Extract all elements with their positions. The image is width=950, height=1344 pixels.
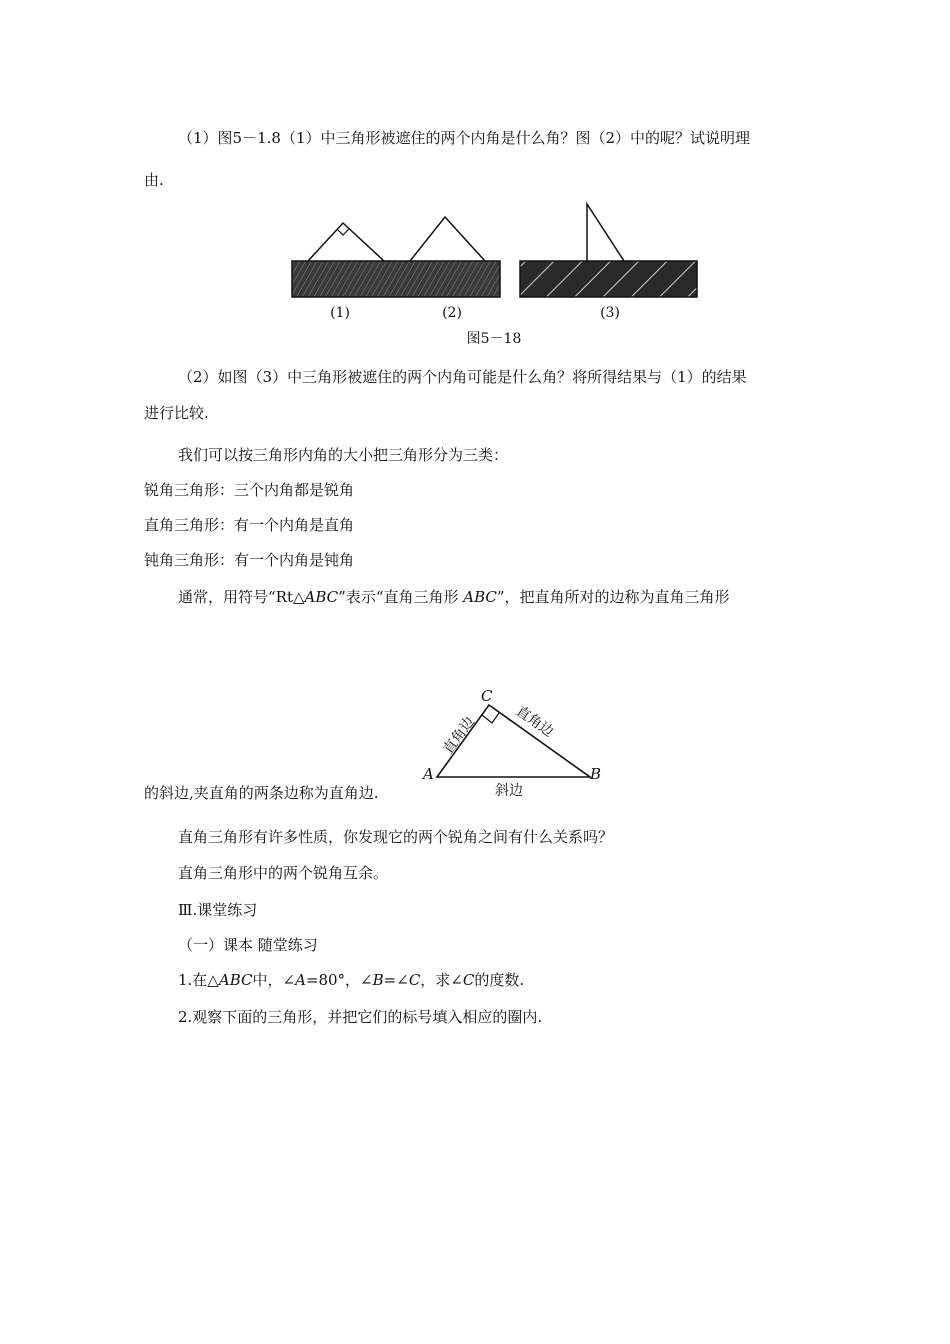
practice-subheading: （一）课本 随堂练习	[178, 936, 318, 954]
figure-5-18	[280, 195, 710, 355]
figure-label-3: (3)	[600, 305, 620, 321]
figure-caption: 图5－18	[466, 331, 522, 347]
acute-triangle-definition: 锐角三角形：三个内角都是锐角	[144, 481, 355, 499]
question-2-line-2: 进行比较.	[144, 404, 209, 422]
item-1-abc: ABC	[218, 971, 253, 989]
item-1-b: B	[372, 971, 384, 989]
question-1-line-2: 由.	[144, 171, 164, 189]
cover-bar-left	[292, 261, 500, 297]
triangle-1	[308, 223, 384, 261]
notation-post: ”，把直角所对的边称为直角三角形	[496, 588, 730, 606]
practice-item-1	[178, 970, 524, 990]
right-triangle-definition: 直角三角形：有一个内角是直角	[144, 516, 355, 534]
item-1-pre: 1.在△	[178, 971, 219, 989]
leg-right-label: 直角边	[512, 703, 557, 741]
notation-line-2: 的斜边,夹直角的两条边称为直角边.	[144, 784, 379, 802]
cover-bar-right	[520, 261, 697, 297]
notation-line-1	[178, 587, 730, 607]
classification-intro: 我们可以按三角形内角的大小把三角形分为三类：	[178, 446, 509, 464]
hypotenuse-label: 斜边	[495, 783, 523, 799]
item-1-mid-2: =80°，∠	[305, 971, 373, 989]
triangle-3	[587, 204, 624, 261]
question-1-line-1: （1）图5－1.8（1）中三角形被遮住的两个内角是什么角？图（2）中的呢？试说明理	[178, 129, 751, 147]
vertex-a-label: A	[423, 765, 434, 783]
question-2-line-1: （2）如图（3）中三角形被遮住的两个内角可能是什么角？将所得结果与（1）的结果	[178, 368, 747, 386]
leg-left-label: 直角边	[440, 713, 478, 758]
figure-label-1: (1)	[330, 305, 350, 321]
item-1-mid-1: 中，∠	[252, 971, 296, 989]
item-1-post: 的度数.	[474, 971, 525, 989]
practice-item-2: 2.观察下面的三角形，并把它们的标号填入相应的圈内.	[178, 1008, 543, 1026]
triangle-2	[410, 217, 485, 261]
item-1-a: A	[295, 971, 306, 989]
vertex-b-label: B	[590, 765, 602, 783]
notation-mid: ”表示“直角三角形	[338, 588, 464, 606]
item-1-c-1: C	[408, 971, 421, 989]
property-answer: 直角三角形中的两个锐角互余。	[178, 864, 389, 882]
property-question: 直角三角形有许多性质，你发现它的两个锐角之间有什么关系吗？	[178, 828, 614, 846]
figure-label-2: (2)	[442, 305, 462, 321]
vertex-c-label: C	[481, 687, 493, 705]
item-1-c-2: C	[462, 971, 475, 989]
item-1-mid-3: =∠	[383, 971, 409, 989]
practice-heading: Ⅲ.课堂练习	[178, 901, 258, 919]
notation-abc-1: ABC	[304, 588, 339, 606]
obtuse-triangle-definition: 钝角三角形：有一个内角是钝角	[144, 551, 355, 569]
notation-pre: 通常，用符号“Rt△	[178, 588, 305, 606]
item-1-mid-4: ，求∠	[420, 971, 463, 989]
notation-abc-2: ABC	[463, 588, 497, 606]
right-triangle-diagram	[415, 683, 615, 803]
